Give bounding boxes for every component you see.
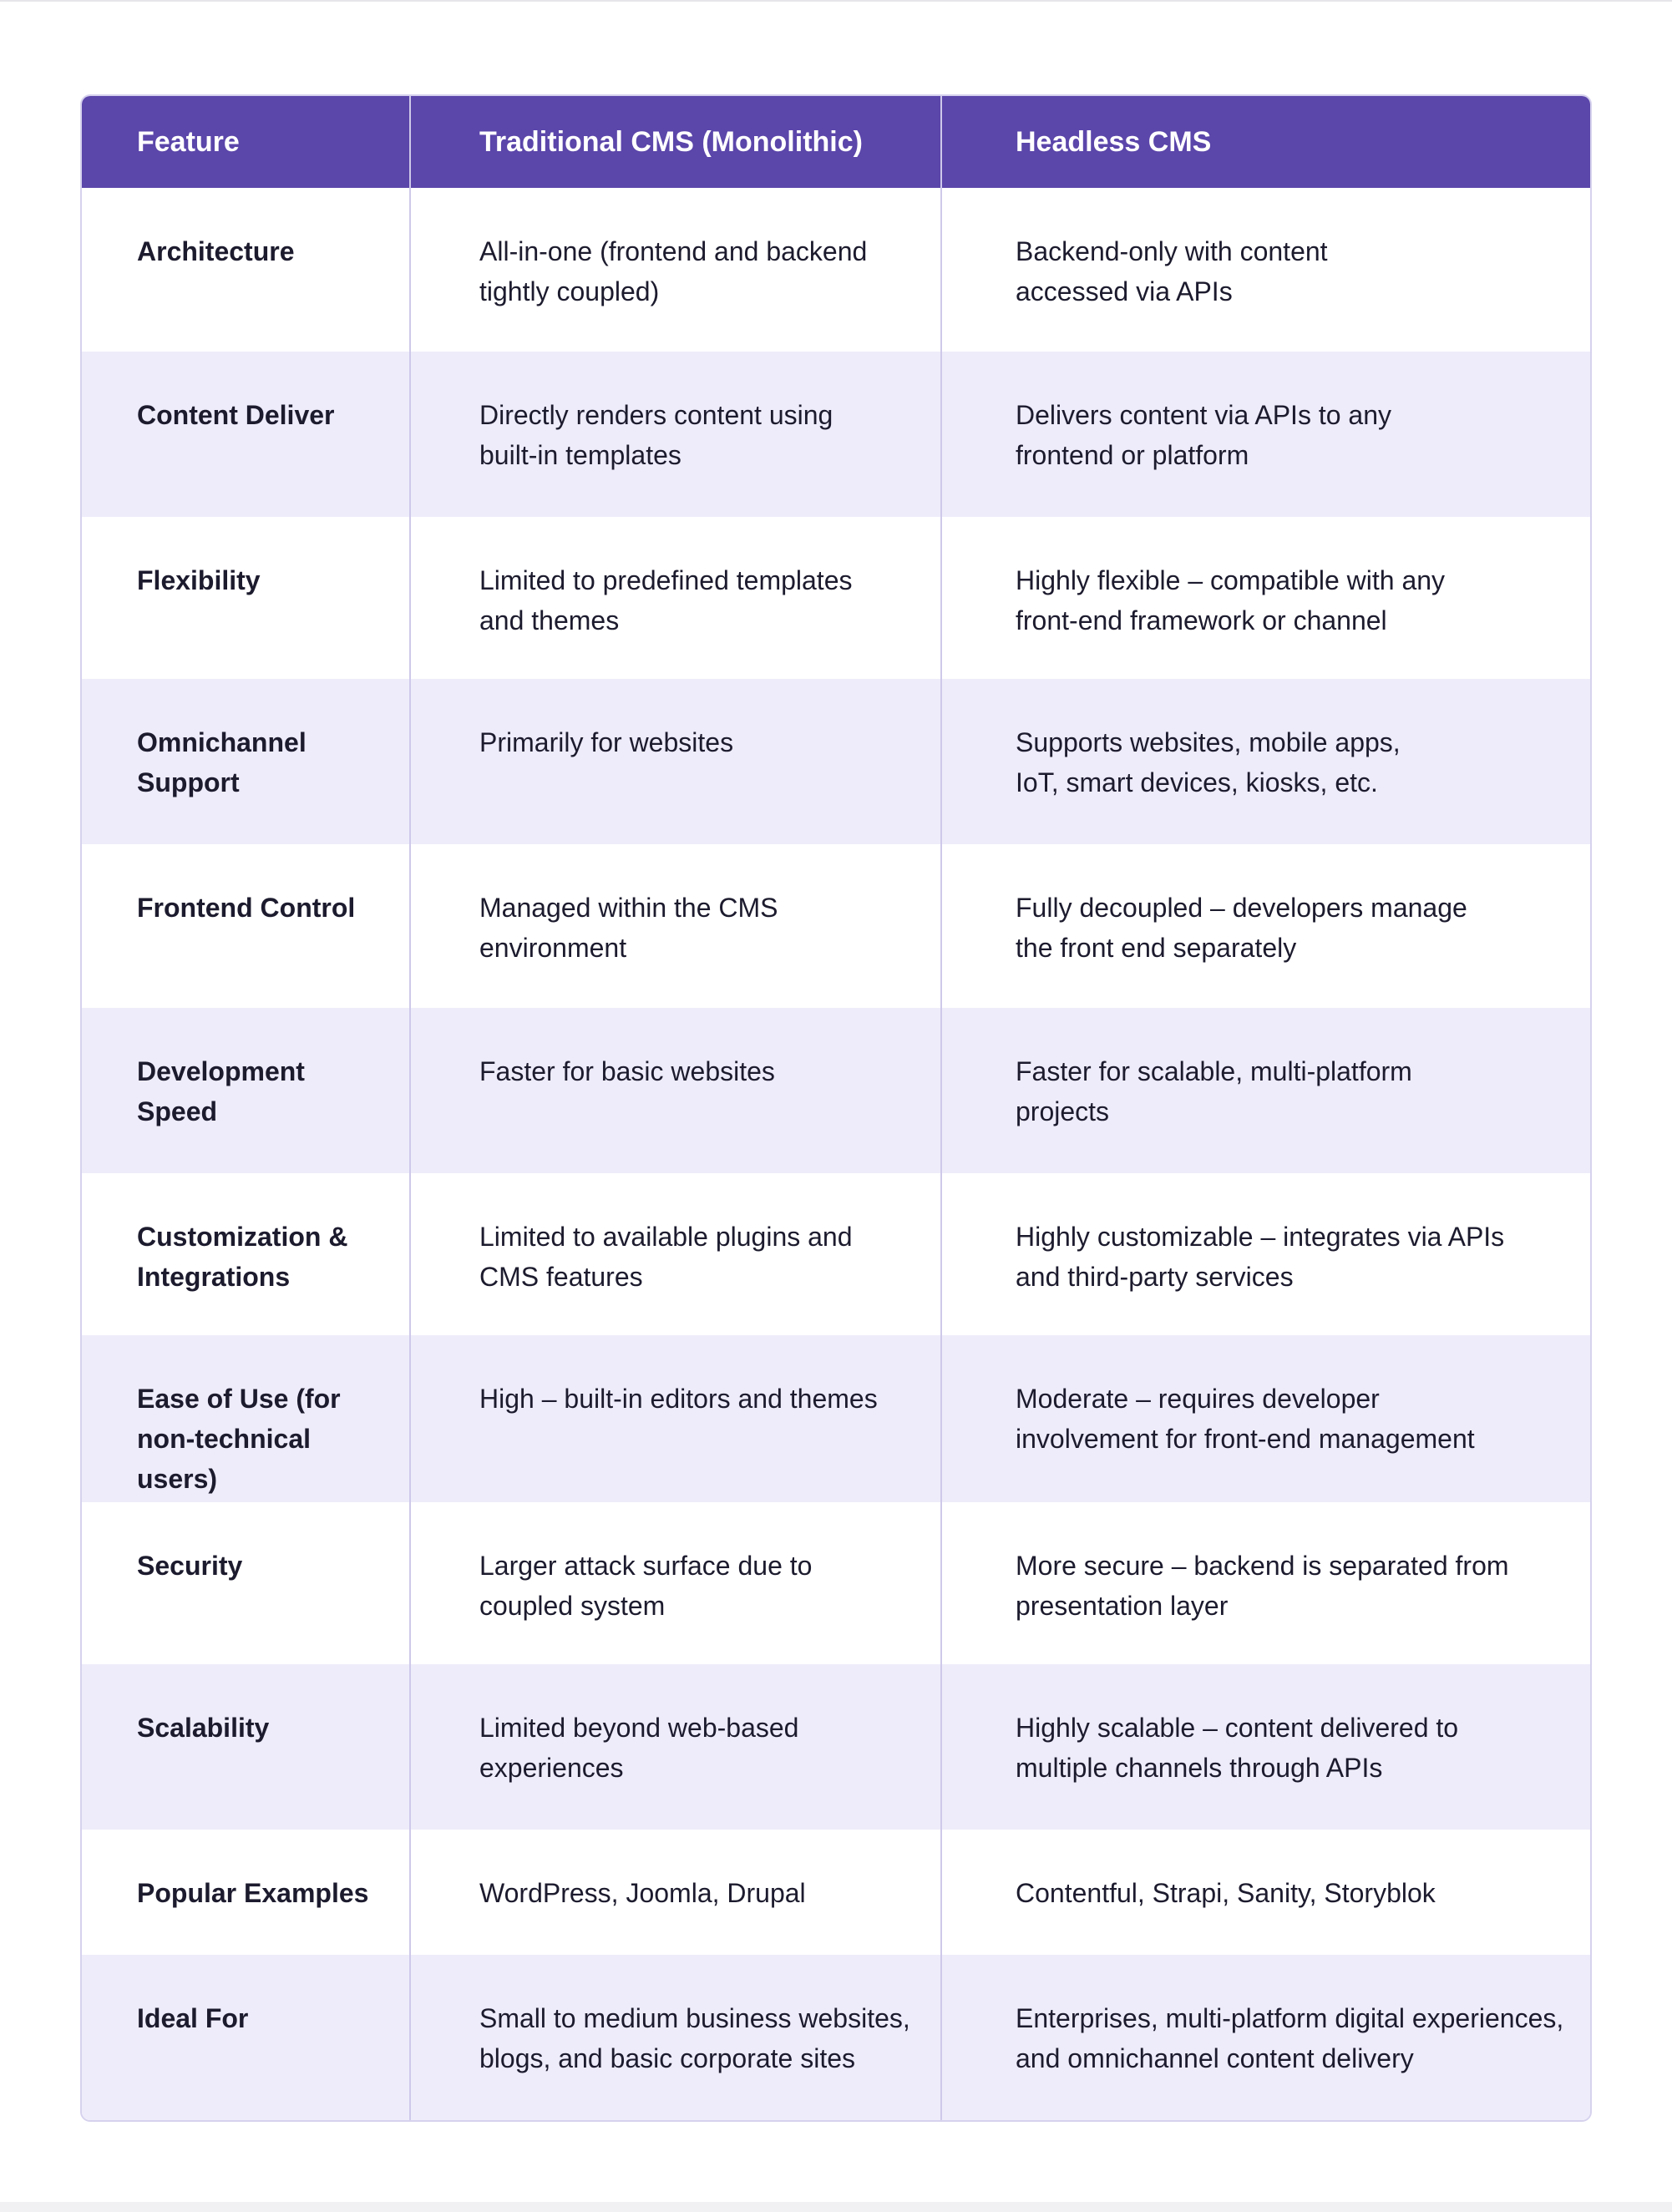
feature-cell: Flexibility [82, 517, 410, 679]
traditional-cell: Faster for basic websites [410, 1008, 941, 1173]
table-row [82, 1502, 1590, 1664]
traditional-cell: All-in-one (frontend and backend tightly coupled) [410, 188, 941, 352]
header-traditional-cms: Traditional CMS (Monolithic) [410, 96, 941, 188]
headless-cell: Contentful, Strapi, Sanity, Storyblok [941, 1830, 1590, 1955]
headless-cell: Highly customizable – integrates via APIs and third-party services [941, 1173, 1590, 1335]
traditional-cell: High – built-in editors and themes [410, 1335, 941, 1502]
feature-cell: Scalability [82, 1664, 410, 1830]
headless-cell: Backend-only with content accessed via APIs [941, 188, 1590, 352]
table-row [82, 1664, 1590, 1830]
feature-cell: Omnichannel Support [82, 679, 410, 844]
feature-cell: Ideal For [82, 1955, 410, 2120]
headless-cell: More secure – backend is separated from presentation layer [941, 1502, 1590, 1664]
table-row [82, 1173, 1590, 1335]
headless-cell: Highly flexible – compatible with any front-end framework or channel [941, 517, 1590, 679]
table-row [82, 679, 1590, 844]
top-rule [0, 0, 1672, 2]
feature-cell: Popular Examples [82, 1830, 410, 1955]
traditional-cell: WordPress, Joomla, Drupal [410, 1830, 941, 1955]
traditional-cell: Small to medium business websites, blogs, and basic corporate sites [410, 1955, 941, 2120]
table-header-row [82, 96, 1590, 188]
traditional-cell: Limited to predefined templates and themes [410, 517, 941, 679]
comparison-table [80, 94, 1592, 2122]
headless-cell: Moderate – requires developer involvement for front-end management [941, 1335, 1590, 1502]
feature-cell: Development Speed [82, 1008, 410, 1173]
feature-cell: Ease of Use (for non-technical users) [82, 1335, 410, 1502]
table-row [82, 517, 1590, 679]
table-row [82, 352, 1590, 517]
headless-cell: Enterprises, multi-platform digital experiences, and omnichannel content delivery [941, 1955, 1590, 2120]
headless-cell: Fully decoupled – developers manage the front end separately [941, 844, 1590, 1008]
headless-cell: Delivers content via APIs to any frontend or platform [941, 352, 1590, 517]
feature-cell: Security [82, 1502, 410, 1664]
headless-cell: Supports websites, mobile apps, IoT, smart devices, kiosks, etc. [941, 679, 1590, 844]
header-feature: Feature [82, 96, 410, 188]
feature-cell: Customization & Integrations [82, 1173, 410, 1335]
header-headless-cms: Headless CMS [941, 96, 1590, 188]
headless-cell: Faster for scalable, multi-platform projects [941, 1008, 1590, 1173]
traditional-cell: Directly renders content using built-in templates [410, 352, 941, 517]
traditional-cell: Primarily for websites [410, 679, 941, 844]
traditional-cell: Limited beyond web-based experiences [410, 1664, 941, 1830]
table-row [82, 188, 1590, 352]
feature-cell: Architecture [82, 188, 410, 352]
table-row [82, 1955, 1590, 2120]
table-row [82, 1335, 1590, 1502]
table-row [82, 1008, 1590, 1173]
feature-cell: Frontend Control [82, 844, 410, 1008]
headless-cell: Highly scalable – content delivered to multiple channels through APIs [941, 1664, 1590, 1830]
traditional-cell: Limited to available plugins and CMS features [410, 1173, 941, 1335]
bottom-band [0, 2202, 1672, 2212]
feature-cell: Content Deliver [82, 352, 410, 517]
traditional-cell: Managed within the CMS environment [410, 844, 941, 1008]
table-row [82, 1830, 1590, 1955]
table-row [82, 844, 1590, 1008]
traditional-cell: Larger attack surface due to coupled system [410, 1502, 941, 1664]
